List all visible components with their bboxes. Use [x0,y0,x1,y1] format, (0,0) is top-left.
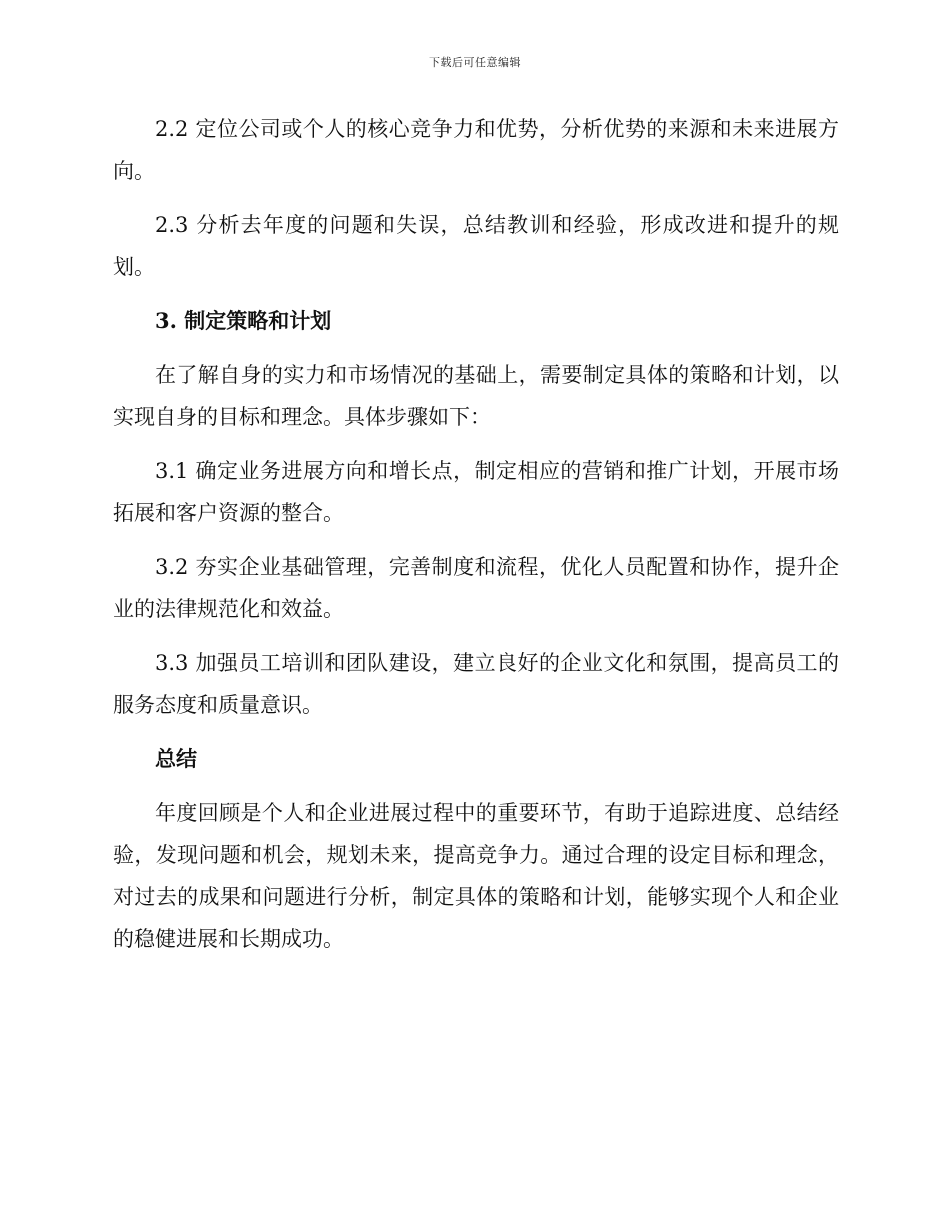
paragraph-2-3: 2.3 分析去年度的问题和失误，总结教训和经验，形成改进和提升的规划。 [113,213,839,279]
paragraph-3-2: 3.2 夯实企业基础管理，完善制度和流程，优化人员配置和协作，提升企业的法律规范化和效益。 [113,555,839,621]
document-body [113,108,839,972]
paragraph-2-2: 2.2 定位公司或个人的核心竞争力和优势，分析优势的来源和未来进展方向。 [113,117,839,183]
paragraph-3-3: 3.3 加强员工培训和团队建设，建立良好的企业文化和氛围，提高员工的服务态度和质量意识。 [113,651,839,717]
paragraph-summary: 年度回顾是个人和企业进展过程中的重要环节，有助于追踪进度、总结经验，发现问题和机会，规划未来，提高竞争力。通过合理的设定目标和理念，对过去的成果和问题进行分析，制定具体的策略和计划，能够实现个人和企业的稳健进展和长期成功。 [113,801,839,951]
section-heading-summary: 总结 [155,746,197,771]
section-heading-3: 3. 制定策略和计划 [155,308,332,333]
paragraph-3-intro: 在了解自身的实力和市场情况的基础上，需要制定具体的策略和计划，以实现自身的目标和理念。具体步骤如下： [113,363,839,429]
page-header: 下载后可任意编辑 [429,56,521,69]
paragraph-3-1: 3.1 确定业务进展方向和增长点，制定相应的营销和推广计划，开展市场拓展和客户资源的整合。 [113,459,839,525]
